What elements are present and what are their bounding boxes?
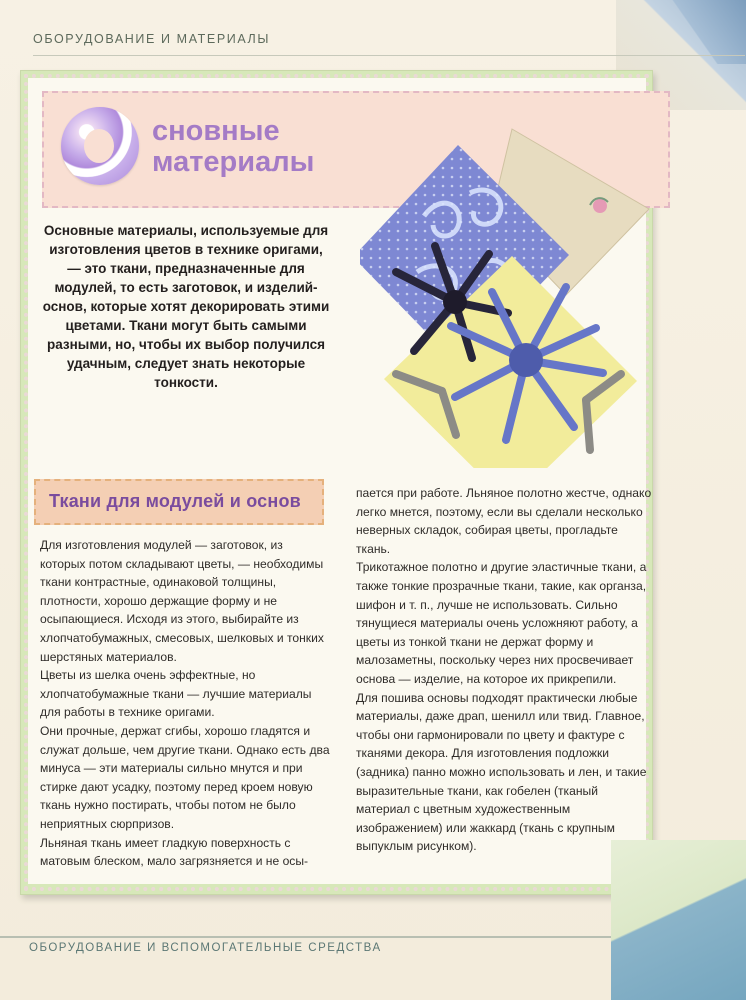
decorative-initial-letter <box>61 107 139 185</box>
left-paragraph-3: Они прочные, держат сгибы, хорошо гладятся и служат дольше, чем другие ткани. Однако есть два минуса — эти материалы сильно мнутся и при стирке дают усадку, поэтому перед кроем новую ткань нужно постирать, чтобы потом не было неприятных сюрпризов. <box>40 723 330 831</box>
page-title: сновные материалы <box>152 115 315 178</box>
fabric-swatches-image <box>360 121 652 468</box>
section-heading: Ткани для модулей и основ <box>49 491 301 511</box>
right-paragraph-1: пается при работе. Льняное полотно жестче, однако легко мнется, поэтому, если вы сделали несколько неверных складок, собирая цветы, прогладьте ткань. <box>356 486 652 556</box>
right-column <box>356 484 655 856</box>
left-paragraph-1: Для изготовления модулей — заготовок, из которых потом складывают цветы, — необходимы ткани контрастные, одинаковой толщины, плотности, хорошо держащие форму и не осыпающиеся. Исходя из этого, выбирайте из хлопчатобумажных, смесовых, шелковых и тонких шерстяных материалов. <box>40 538 324 664</box>
footer-divider <box>0 936 612 938</box>
right-paragraph-3: Для пошива основы подходят практически любые материалы, даже драп, шенилл или твид. Главное, чтобы они гармонировали по цвету и фактуре с тканями декора. Для изготовления подложки (задника) панно можно использовать и лен, и такие выразительные ткани, как гобелен (тканый материал с цветным художественным изображением) или жаккард (ткань с крупным выпуклым рисунком). <box>356 690 647 854</box>
intro-paragraph: Основные материалы, используемые для изготовления цветов в технике оригами, — это ткани, предназначенные для модулей, то есть заготовок, и изделий-основ, которые хотят декорировать этими цветами. Ткани могут быть самыми разными, но, чтобы их выбор получился удачным, следует знать некоторые тонкости. <box>42 223 330 390</box>
left-column <box>40 536 331 871</box>
header-divider <box>33 55 745 56</box>
page-header: ОБОРУДОВАНИЕ И МАТЕРИАЛЫ <box>33 32 271 46</box>
page-footer: ОБОРУДОВАНИЕ И ВСПОМОГАТЕЛЬНЫЕ СРЕДСТВА <box>29 942 382 954</box>
bottom-corner-decoration <box>611 840 746 1000</box>
left-paragraph-2: Цветы из шелка очень эффектные, но хлопчатобумажные ткани — лучшие материалы для работы в технике оригами. <box>40 668 312 720</box>
left-paragraph-4: Льняная ткань имеет гладкую поверхность с матовым блеском, мало загрязняется и не осы- <box>40 835 309 869</box>
right-paragraph-2: Трикотажное полотно и другие эластичные ткани, а также тонкие прозрачные ткани, такие, как органза, шифон и т. п., лучше не использовать. Сильно тянущиеся материалы очень усложняют работу, а цветы из тонкой ткани не держат форму и малозаметны, поскольку через них просвечивает основа — изделие, на которое их прикрепили. <box>356 560 647 686</box>
